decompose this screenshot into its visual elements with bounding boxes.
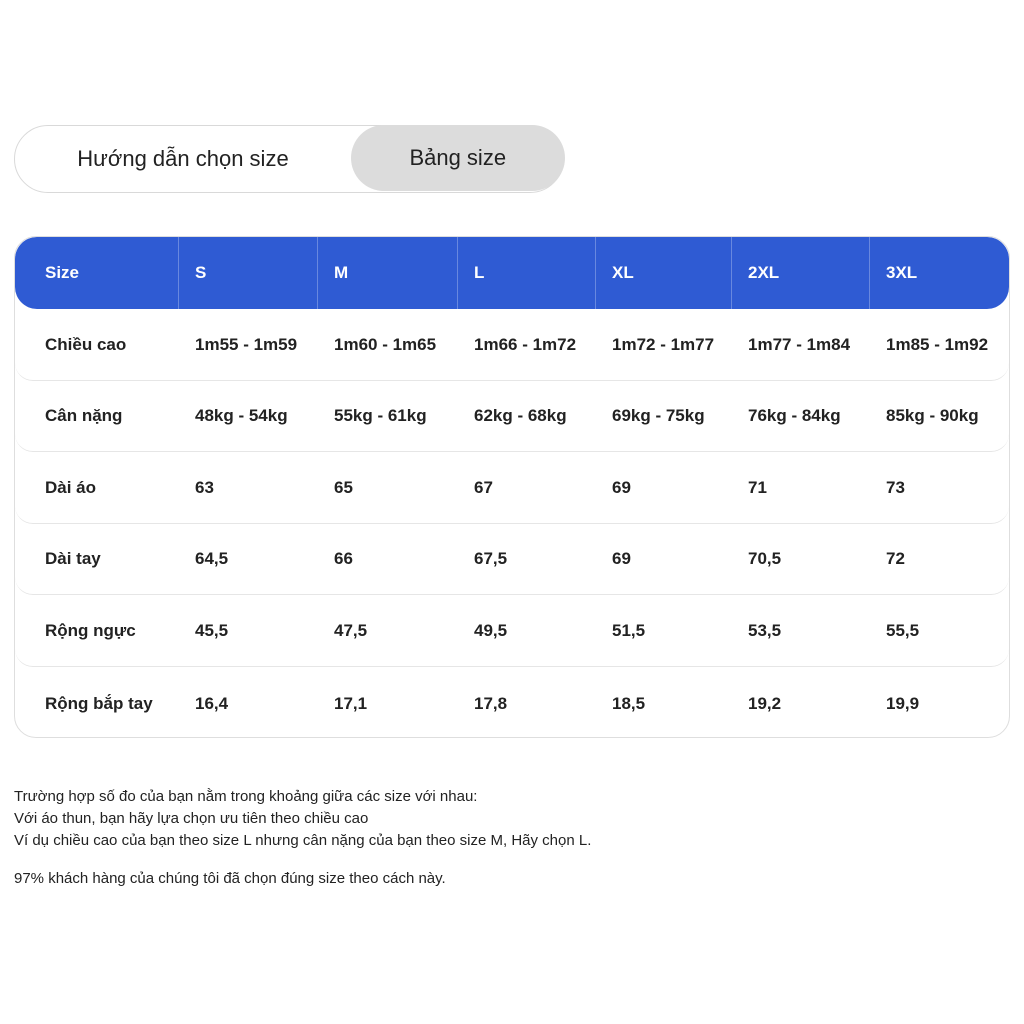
table-cell: 49,5 bbox=[474, 620, 508, 640]
header-l: L bbox=[458, 237, 596, 309]
header-m: M bbox=[318, 237, 458, 309]
table-cell: 71 bbox=[748, 477, 767, 497]
size-tabs bbox=[14, 125, 564, 193]
table-cell: 85kg - 90kg bbox=[886, 406, 979, 426]
table-cell: 69 bbox=[612, 549, 631, 569]
table-cell: 19,2 bbox=[748, 694, 782, 713]
table-cell: 67,5 bbox=[474, 549, 508, 569]
table-cell: 73 bbox=[886, 477, 905, 497]
table-cell: 18,5 bbox=[612, 694, 646, 713]
note-line: Trường hợp số đo của bạn nằm trong khoảng giữa các size với nhau: bbox=[14, 788, 478, 805]
header-size: Size bbox=[15, 237, 179, 309]
table-row-bicep-width bbox=[15, 667, 1009, 739]
table-cell: 76kg - 84kg bbox=[748, 406, 841, 426]
table-header bbox=[15, 237, 1009, 309]
table-cell: 48kg - 54kg bbox=[195, 406, 288, 426]
table-cell: 64,5 bbox=[195, 549, 229, 569]
table-cell: 47,5 bbox=[334, 620, 368, 640]
table-cell: 67 bbox=[474, 477, 493, 497]
table-cell: 16,4 bbox=[195, 694, 229, 713]
table-cell: 65 bbox=[334, 477, 353, 497]
table-cell: 55,5 bbox=[886, 620, 920, 640]
table-cell: 66 bbox=[334, 549, 353, 569]
row-label: Chiều cao bbox=[45, 334, 127, 354]
table-row-weight bbox=[15, 381, 1009, 453]
table-cell: 17,1 bbox=[334, 694, 368, 713]
table-cell: 1m66 - 1m72 bbox=[474, 334, 577, 354]
note-line: Với áo thun, bạn hãy lựa chọn ưu tiên theo chiều cao bbox=[14, 810, 369, 827]
table-cell: 1m85 - 1m92 bbox=[886, 334, 989, 354]
table-cell: 1m60 - 1m65 bbox=[334, 334, 437, 354]
table-cell: 17,8 bbox=[474, 694, 508, 713]
size-table bbox=[14, 236, 1010, 738]
table-row-chest-width bbox=[15, 595, 1009, 667]
table-cell: 19,9 bbox=[886, 694, 920, 713]
row-label: Rộng ngực bbox=[45, 620, 136, 640]
note-line: Ví dụ chiều cao của bạn theo size L nhưng cân nặng của bạn theo size M, Hãy chọn L. bbox=[14, 832, 592, 849]
header-3xl: 3XL bbox=[886, 263, 918, 282]
size-notes bbox=[14, 786, 591, 890]
table-row-height bbox=[15, 309, 1009, 381]
table-cell: 45,5 bbox=[195, 620, 229, 640]
table-cell: 63 bbox=[195, 477, 214, 497]
table-cell: 1m77 - 1m84 bbox=[748, 334, 851, 354]
table-cell: 72 bbox=[886, 549, 905, 569]
row-label: Cân nặng bbox=[45, 406, 123, 426]
table-row-sleeve-length bbox=[15, 524, 1009, 596]
note-stat: 97% khách hàng của chúng tôi đã chọn đúng size theo cách này. bbox=[14, 870, 446, 887]
table-cell: 69 bbox=[612, 477, 631, 497]
table-cell: 1m55 - 1m59 bbox=[195, 334, 298, 354]
row-label: Dài tay bbox=[45, 549, 101, 569]
header-2xl: 2XL bbox=[732, 237, 870, 309]
row-label: Rộng bắp tay bbox=[45, 694, 153, 713]
table-cell: 62kg - 68kg bbox=[474, 406, 567, 426]
table-cell: 55kg - 61kg bbox=[334, 406, 427, 426]
header-xl: XL bbox=[596, 237, 732, 309]
tab-size-table[interactable]: Bảng size bbox=[351, 125, 565, 191]
table-cell: 1m72 - 1m77 bbox=[612, 334, 715, 354]
table-row-shirt-length bbox=[15, 452, 1009, 524]
table-cell: 69kg - 75kg bbox=[612, 406, 705, 426]
row-label: Dài áo bbox=[45, 477, 97, 497]
tab-size-guide[interactable]: Hướng dẫn chọn size bbox=[77, 146, 289, 171]
header-s: S bbox=[179, 237, 318, 309]
table-cell: 51,5 bbox=[612, 620, 646, 640]
table-cell: 70,5 bbox=[748, 549, 782, 569]
table-cell: 53,5 bbox=[748, 620, 782, 640]
